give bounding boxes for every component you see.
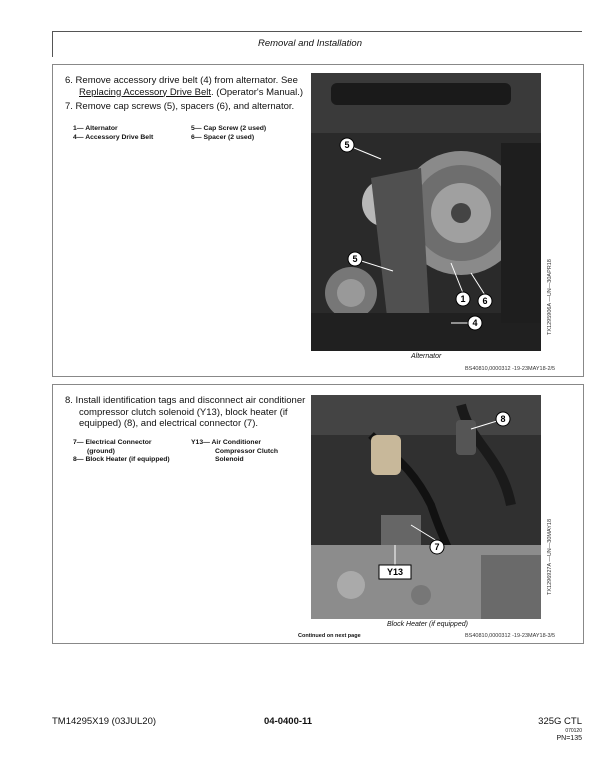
continued-note: Continued on next page [298, 633, 361, 639]
photo-caption: Alternator [411, 353, 442, 360]
step-8 [65, 395, 315, 430]
legend-col2 [191, 439, 278, 465]
reference-code: BS40810,0000312 -19-23MAY18-3/5 [465, 633, 556, 639]
footer-model: 325G CTL [538, 716, 582, 727]
legend-item: 7— Electrical Connector [73, 439, 152, 446]
legend-item: Y13— Air Conditioner [191, 439, 261, 446]
legend-item: 8— Block Heater (if equipped) [73, 456, 170, 463]
legend-item: 4— Accessory Drive Belt [73, 133, 154, 141]
legend-item: 1— Alternator [73, 125, 118, 132]
svg-text:Y13: Y13 [386, 567, 404, 577]
callout-6 [478, 294, 492, 308]
photo-caption: Block Heater (if equipped) [387, 621, 468, 628]
step-6 [65, 75, 315, 98]
svg-text:5: 5 [352, 254, 358, 264]
page-header-title: Removal and Installation [257, 38, 362, 49]
alternator-illustration [311, 73, 541, 351]
step-6-line2-rest: . (Operator's Manual.) [211, 86, 304, 98]
legend-item: 6— Spacer (2 used) [191, 133, 255, 141]
legend-item: (ground) [87, 447, 115, 455]
step-8-line1: 8. Install identification tags and disconnect air conditioner [65, 395, 306, 406]
callout-5a [340, 138, 354, 152]
svg-text:8: 8 [500, 414, 506, 424]
svg-text:1: 1 [460, 294, 466, 304]
reference-code: BS40810,0000312 -19-23MAY18-2/5 [465, 366, 556, 372]
legend-col1 [73, 439, 170, 465]
step-6-line2 [65, 87, 315, 99]
callout-8 [496, 412, 510, 426]
svg-text:4: 4 [472, 318, 478, 328]
belt-link[interactable]: Replacing Accessory Drive Belt [79, 86, 211, 98]
footer-page-number: 04-0400-11 [264, 716, 313, 727]
legend-item: Solenoid [215, 456, 244, 463]
svg-text:7: 7 [434, 542, 440, 552]
alternator-photo [311, 73, 541, 351]
callout-y13 [379, 565, 411, 579]
callout-7 [430, 540, 444, 554]
block-heater-photo [311, 395, 541, 619]
footer-pn: PN=135 [556, 735, 582, 742]
step-8-line2: compressor clutch solenoid (Y13), block heater (if [79, 406, 288, 418]
header-rule [52, 31, 582, 32]
legend-col2 [191, 125, 266, 142]
svg-text:6: 6 [482, 296, 488, 306]
svg-text:5: 5 [344, 140, 350, 150]
block-heater-illustration [311, 395, 541, 619]
legend-item: 5— Cap Screw (2 used) [191, 125, 267, 132]
footer-manual-id: TM14295X19 (03JUL20) [52, 716, 157, 727]
callout-4 [468, 316, 482, 330]
step-7: 7. Remove cap screws (5), spacers (6), and alternator. [65, 101, 295, 112]
section-alternator [52, 64, 584, 377]
legend-col1 [73, 125, 153, 142]
photo-code: TX1295906A —UN—30APR18 [547, 259, 553, 335]
section-block-heater [52, 384, 584, 644]
footer-date-code: 070120 [565, 728, 582, 734]
callout-1 [456, 292, 470, 306]
legend-item: Compressor Clutch [215, 447, 279, 455]
callout-5b [348, 252, 362, 266]
step-8-line3: equipped) (8), and electrical connector (7). [79, 418, 259, 429]
photo-code: TX1296927A —UN—30MAY18 [547, 518, 553, 595]
step-6-line1: 6. Remove accessory drive belt (4) from alternator. See [65, 75, 298, 86]
